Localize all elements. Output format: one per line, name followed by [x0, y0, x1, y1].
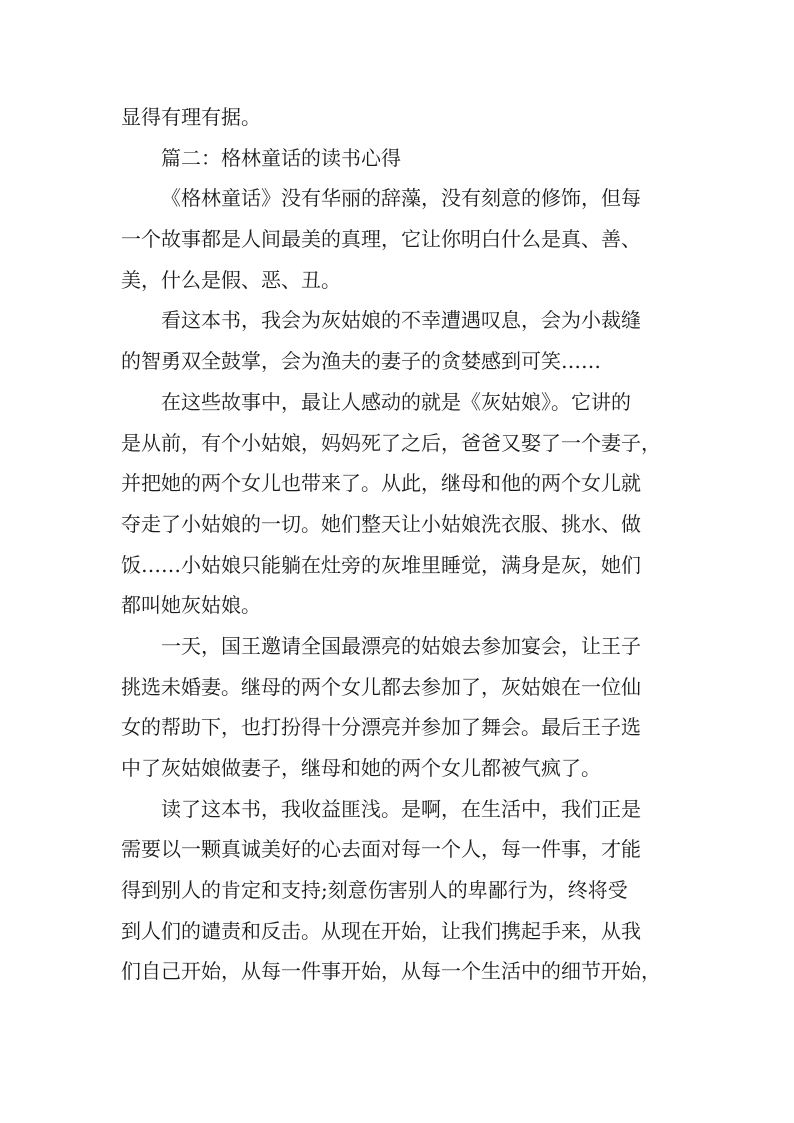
text-line: 在这些故事中，最让人感动的就是《灰姑娘》。它讲的	[161, 389, 631, 414]
body-text	[121, 97, 681, 992]
text-line: 读了这本书，我收益匪浅。是啊，在生活中，我们正是	[161, 796, 641, 821]
text-line: 看这本书，我会为灰姑娘的不幸遭遇叹息，会为小裁缝	[161, 308, 641, 333]
text-line: 美，什么是假、恶、丑。	[121, 267, 341, 292]
text-line: 女的帮助下，也打扮得十分漂亮并参加了舞会。最后王子选	[121, 715, 641, 740]
text-line: 《格林童话》没有华丽的辞藻，没有刻意的修饰，但每	[161, 186, 641, 211]
text-line: 们自己开始，从每一件事开始，从每一个生活中的细节开始，	[121, 959, 661, 984]
text-line: 一个故事都是人间最美的真理，它让你明白什么是真、善、	[121, 227, 641, 252]
text-line: 挑选未婚妻。继母的两个女儿都去参加了，灰姑娘在一位仙	[121, 674, 641, 699]
text-line: 是从前，有个小姑娘，妈妈死了之后，爸爸又娶了一个妻子，	[121, 430, 661, 455]
text-line: 需要以一颗真诚美好的心去面对每一个人，每一件事，才能	[121, 837, 641, 862]
text-line: 显得有理有据。	[121, 105, 261, 129]
text-line: 的智勇双全鼓掌，会为渔夫的妻子的贪婪感到可笑……	[121, 349, 601, 374]
text-line: 并把她的两个女儿也带来了。从此，继母和他的两个女儿就	[121, 471, 641, 496]
text-line: 一天，国王邀请全国最漂亮的姑娘去参加宴会，让王子	[161, 633, 641, 658]
text-line: 饭……小姑娘只能躺在灶旁的灰堆里睡觉，满身是灰，她们	[121, 552, 641, 577]
text-line: 到人们的谴责和反击。从现在开始，让我们携起手来，从我	[121, 918, 641, 943]
text-line: 篇二：格林童话的读书心得	[161, 145, 401, 170]
text-line: 夺走了小姑娘的一切。她们整天让小姑娘洗衣服、挑水、做	[121, 511, 641, 536]
text-line: 得到别人的肯定和支持;刻意伤害别人的卑鄙行为，终将受	[121, 878, 628, 903]
text-line: 都叫她灰姑娘。	[121, 593, 261, 618]
text-line: 中了灰姑娘做妻子，继母和她的两个女儿都被气疯了。	[121, 756, 601, 780]
